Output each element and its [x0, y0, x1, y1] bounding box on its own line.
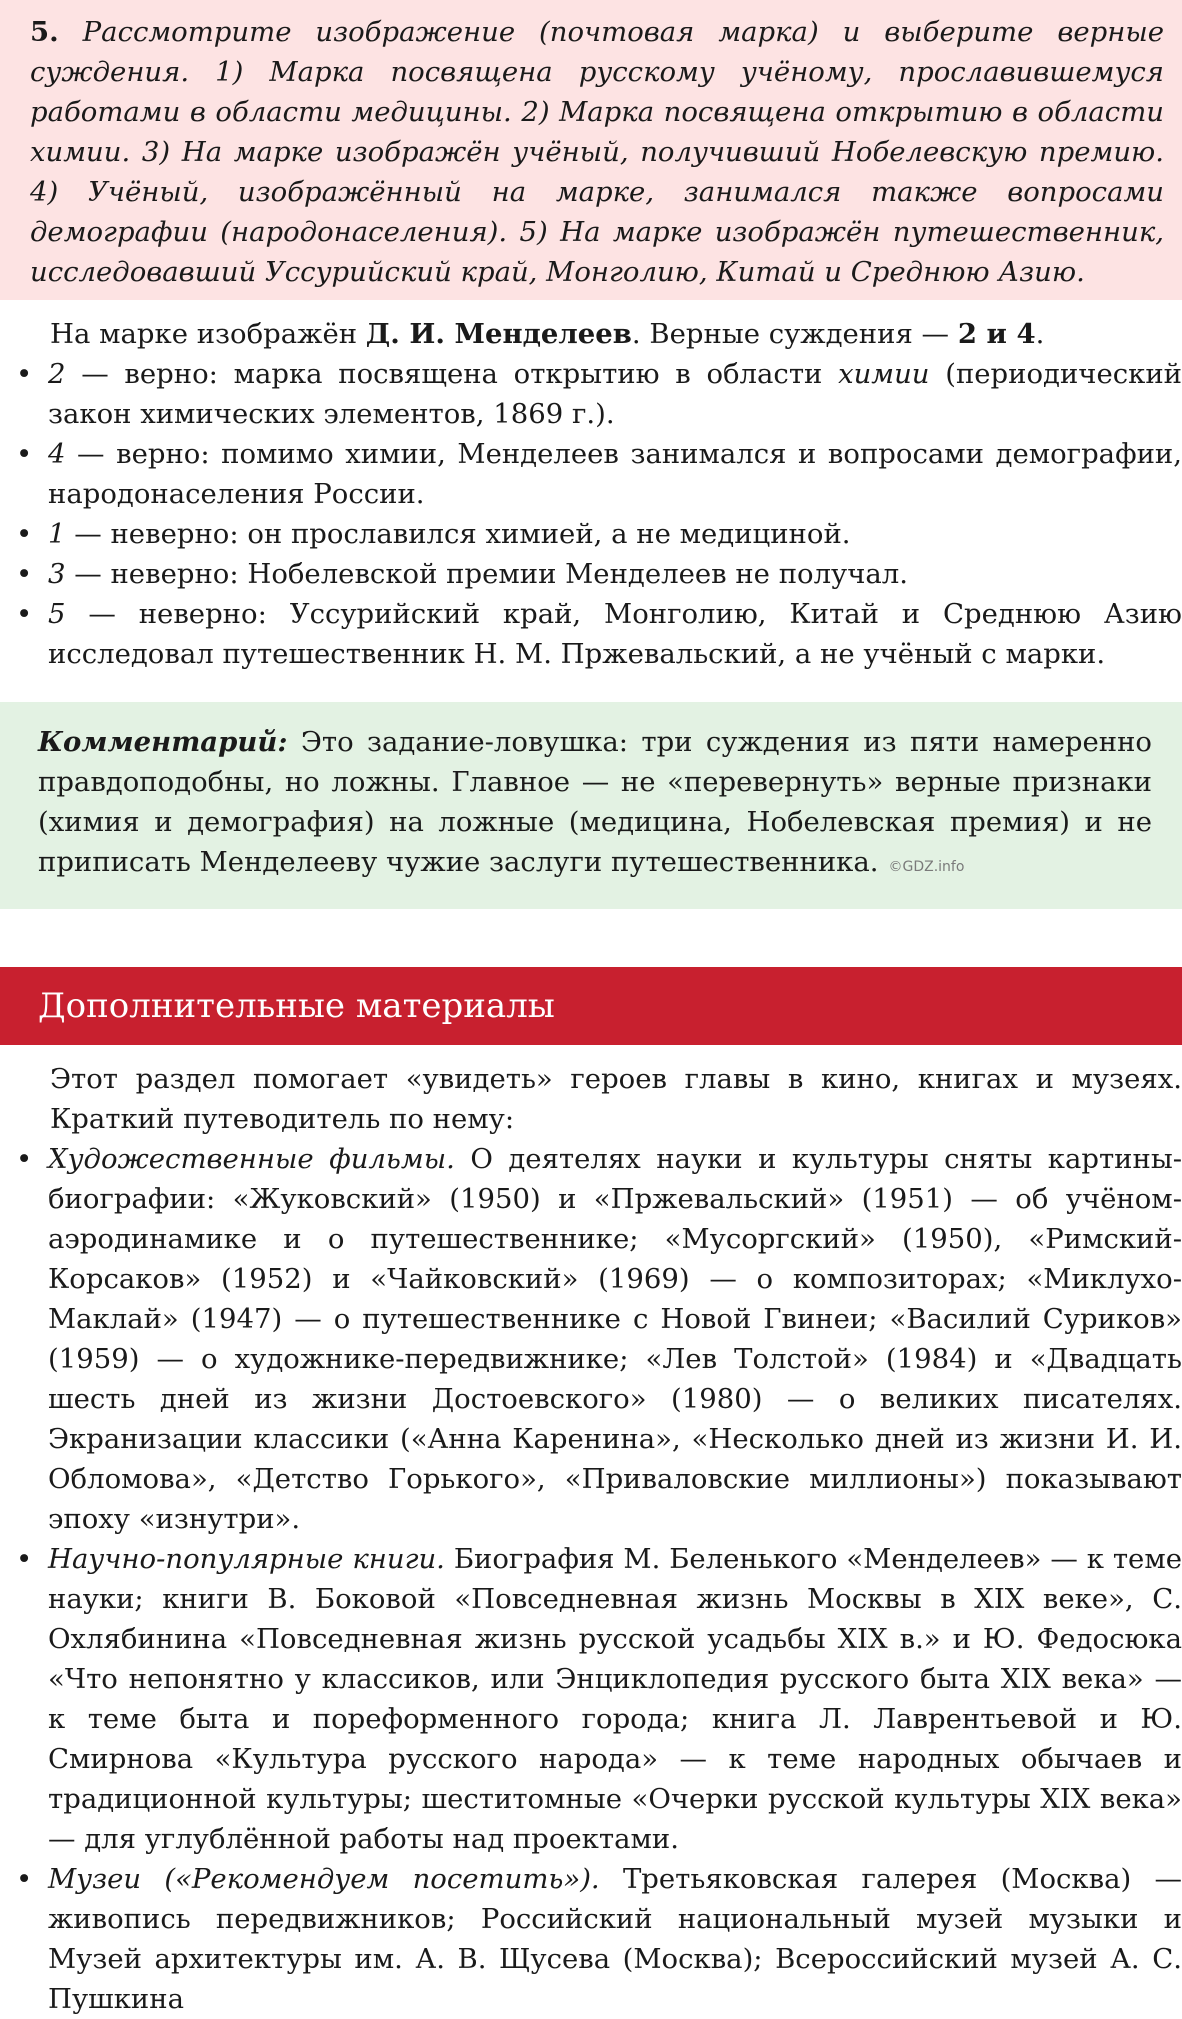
list-item [0, 554, 1182, 594]
answer-intro-middle: . Верные суждения — [631, 318, 958, 350]
list-item [0, 354, 1182, 434]
item-text: — неверно: Уссурийский край, Монголию, Китай и Среднюю Азию исследовал путешественник Н. М. Пржевальский, а не учёный с марки. [48, 598, 1182, 670]
extra-intro: Этот раздел помогает «увидеть» героев главы в кино, книгах и музеях. Краткий путеводитель по нему: [50, 1063, 1182, 1135]
comment-block [0, 702, 1182, 909]
list-item [0, 514, 1182, 554]
item-number: 3 [48, 558, 66, 590]
list-item [0, 434, 1182, 514]
bullet-icon: • [16, 1543, 33, 1575]
item-text: — верно: марка посвящена открытию в области [65, 358, 839, 390]
answer-correct: 2 и 4 [957, 318, 1036, 350]
bullet-icon: • [16, 558, 33, 590]
item-number: 2 [48, 358, 66, 390]
answer-person: Д. И. Менделеев [365, 318, 632, 350]
comment-text: Это задание-ловушка: три суждения из пяти намеренно правдоподобны, но ложны. Главное — не «перевернуть» верные признаки (химия и демография) на ложные (медицина, Нобелевская премия) и не приписать Менделееву чужие заслуги путешественника. [38, 726, 1152, 878]
bullet-icon: • [16, 1143, 33, 1175]
task-block [0, 0, 1182, 300]
bullet-icon: • [16, 518, 33, 550]
item-label: Музеи («Рекомендуем посетить»). [48, 1863, 600, 1895]
bullet-icon: • [16, 1863, 33, 1895]
item-number: 5 [48, 598, 66, 630]
item-number: 1 [48, 518, 66, 550]
section-header [0, 967, 1182, 1045]
item-text-after: (периодический закон химических элементов, 1869 г.). [48, 358, 1182, 430]
extra-block [0, 1045, 1182, 2019]
task-number: 5. [30, 16, 59, 48]
task-text: Рассмотрите изображение (почтовая марка) и выберите верные суждения. 1) Марка посвящена русскому учёному, прославившемуся работами в области медицины. 2) Марка посвящена открытию в области химии. 3) На марке изображён учёный, получивший Нобелевскую премию. 4) Учёный, изображённый на марке, занимался также вопросами демографии (народонаселения). 5) На марке изображён путешественник, исследовавший Уссурийский край, Монголию, Китай и Среднюю Азию. [30, 16, 1164, 288]
list-item [0, 1859, 1182, 2019]
bullet-icon: • [16, 438, 33, 470]
item-text: — неверно: он прославился химией, а не медициной. [65, 518, 851, 550]
answer-intro-prefix: На марке изображён [50, 318, 366, 350]
item-text: — неверно: Нобелевской премии Менделеев не получал. [65, 558, 909, 590]
answer-block [0, 300, 1182, 674]
answer-intro-suffix: . [1035, 318, 1045, 350]
item-emphasis: химии [838, 358, 930, 390]
comment-label: Комментарий: [38, 726, 288, 758]
item-text: О деятелях науки и культуры сняты картины-биографии: «Жуковский» (1950) и «Пржевальский» (1951) — об учёном-аэродинамике и о путешественнике; «Мусоргский» (1950), «Римский-Корсаков» (1952) и «Чайковский» (1969) — о композиторах; «Миклухо-Маклай» (1947) — о путешественнике с Новой Гвинеи; «Василий Суриков» (1959) — о художнике-передвижнике; «Лев Толстой» (1984) и «Двадцать шесть дней из жизни Достоевского» (1980) — о великих писателях. Экранизации классики («Анна Каренина», «Несколько дней из жизни И. И. Обломова», «Детство Горького», «Приваловские миллионы») показывают эпоху «изнутри». [48, 1143, 1182, 1535]
item-label: Художественные фильмы. [48, 1143, 455, 1175]
item-text: — верно: помимо химии, Менделеев занимался и вопросами демографии, народонаселения России. [48, 438, 1182, 510]
extra-list [0, 1139, 1182, 2019]
item-number: 4 [48, 438, 66, 470]
list-item [0, 594, 1182, 674]
answer-intro [0, 314, 1182, 354]
bullet-icon: • [16, 358, 33, 390]
credit-mark: ©GDZ.info [888, 859, 965, 875]
section-title: Дополнительные материалы [38, 986, 555, 1026]
item-text: Биография М. Беленького «Менделеев» — к теме науки; книги В. Боковой «Повседневная жизнь Москвы в XIX веке», С. Охлябинина «Повседневная жизнь русской усадьбы XIX в.» и Ю. Федосюка «Что непонятно у классиков, или Энциклопедия русского быта XIX века» — к теме быта и пореформенного города; книга Л. Лаврентьевой и Ю. Смирнова «Культура русского народа» — к теме народных обычаев и традиционной культуры; шеститомные «Очерки русской культуры XIX века» — для углублённой работы над проектами. [48, 1543, 1182, 1855]
bullet-icon: • [16, 598, 33, 630]
item-label: Научно-популярные книги. [48, 1543, 445, 1575]
answer-list [0, 354, 1182, 674]
list-item [0, 1539, 1182, 1859]
list-item [0, 1139, 1182, 1539]
item-text: Третьяковская галерея (Москва) — живопись передвижников; Российский национальный музей музыки и Музей архитектуры им. А. В. Щусева (Москва); Всероссийский музей А. С. Пушкина [48, 1863, 1182, 2015]
